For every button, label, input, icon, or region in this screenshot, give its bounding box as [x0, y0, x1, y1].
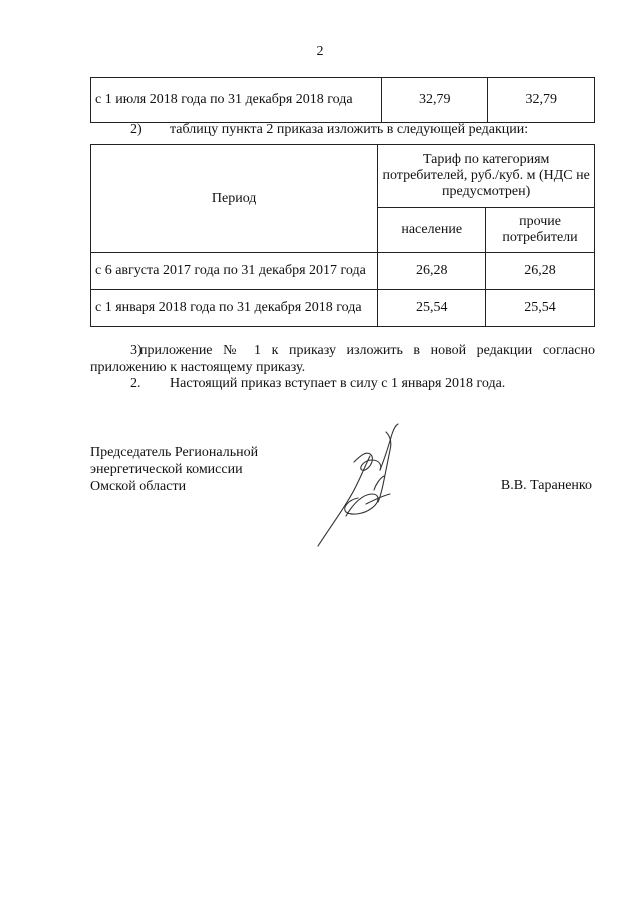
tariff-table — [90, 144, 595, 327]
signer-title-line: Председатель Региональной — [90, 445, 259, 460]
page-number: 2 — [316, 44, 324, 59]
other-value: 25,54 — [486, 290, 595, 327]
header-other: прочие потребители — [486, 208, 595, 253]
table-row — [91, 253, 595, 290]
item-text: таблицу пункта 2 приказа изложить в следующей редакции: — [170, 122, 529, 137]
signer-title-line: Омской области — [90, 479, 187, 494]
item-number: 2. — [130, 376, 141, 391]
item-number: 3) — [130, 343, 142, 358]
item-text: Настоящий приказ вступает в силу с 1 января 2018 года. — [170, 376, 506, 391]
item-text: приложение № 1 к приказу изложить в новой редакции согласно приложению к настоящему приказу. — [90, 343, 595, 375]
header-population: население — [378, 208, 486, 253]
header-tariff: Тариф по категориям потребителей, руб./куб. м (НДС не предусмотрен) — [378, 145, 595, 208]
item-4-paragraph — [130, 375, 505, 392]
item-3-paragraph — [90, 342, 595, 376]
item-number: 2) — [130, 122, 142, 137]
other-value: 26,28 — [486, 253, 595, 290]
tariff-table-continued — [90, 77, 595, 123]
other-value: 32,79 — [488, 78, 595, 123]
signer-title — [90, 444, 258, 495]
period-cell: с 1 января 2018 года по 31 декабря 2018 года — [91, 290, 378, 327]
table-header-row — [91, 145, 595, 208]
period-cell: с 6 августа 2017 года по 31 декабря 2017 года — [91, 253, 378, 290]
table-row — [91, 78, 595, 123]
header-period: Период — [91, 145, 378, 253]
population-value: 32,79 — [381, 78, 488, 123]
signer-title-line: энергетической комиссии — [90, 462, 243, 477]
population-value: 25,54 — [378, 290, 486, 327]
handwritten-signature — [310, 420, 420, 550]
signer-name: В.В. Тараненко — [500, 478, 592, 493]
period-cell: с 1 июля 2018 года по 31 декабря 2018 года — [91, 78, 382, 123]
item-2-paragraph — [130, 121, 528, 138]
population-value: 26,28 — [378, 253, 486, 290]
table-row — [91, 290, 595, 327]
